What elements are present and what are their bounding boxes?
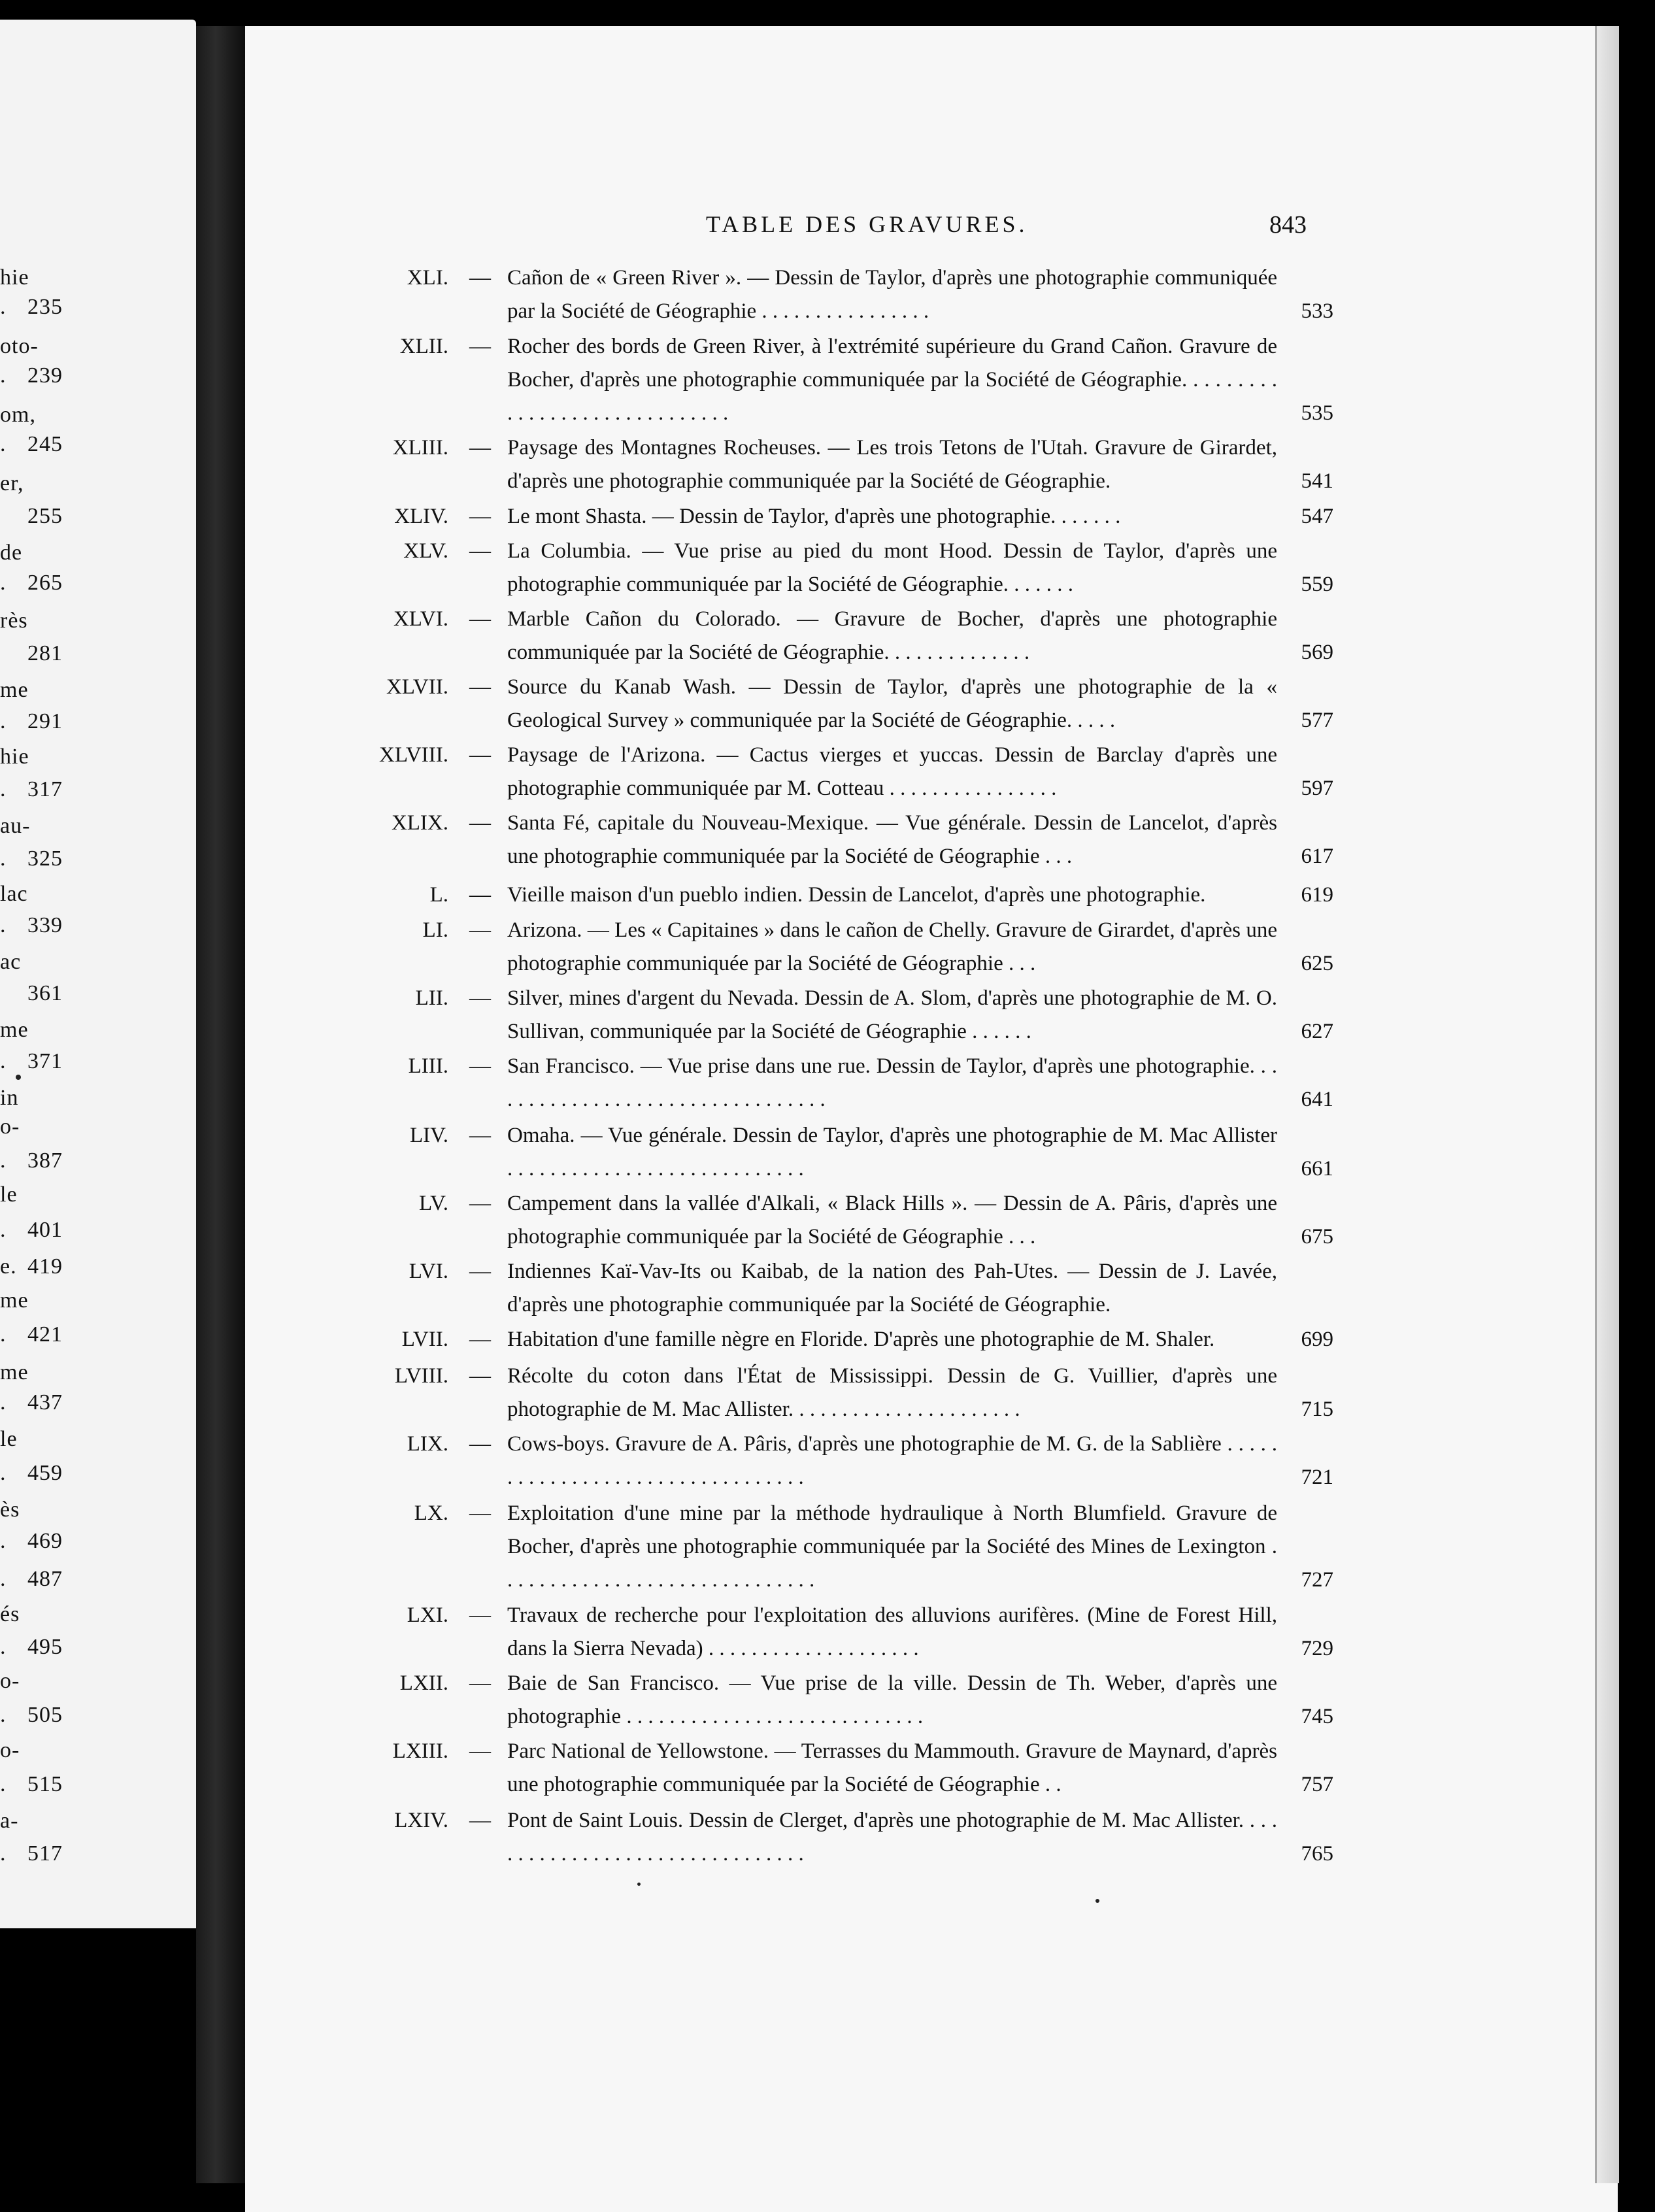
fragment-text: me: [0, 1018, 29, 1042]
fragment-text: .: [0, 777, 7, 801]
table-row: [366, 1050, 1337, 1116]
plate-description: Arizona. — Les « Capitaines » dans le cañon de Chelly. Gravure de Girardet, d'après une photographie communiquée par la Société de Géographie . . .: [507, 918, 1277, 975]
fragment-text: .: [0, 1049, 7, 1073]
fragment-text: .: [0, 571, 7, 595]
fragment-text: rès: [0, 609, 28, 633]
em-dash: —: [469, 1124, 491, 1147]
fragment-text: de: [0, 541, 23, 565]
fragment-text: me: [0, 1288, 29, 1313]
plate-description: Le mont Shasta. — Dessin de Taylor, d'après une photographie. . . . . . .: [507, 505, 1121, 528]
em-dash: —: [469, 266, 491, 290]
fragment-text: .: [0, 432, 7, 456]
fragment-page: 469: [27, 1529, 63, 1553]
fragment-text: .: [0, 295, 7, 319]
plate-page-number: 569: [1301, 641, 1333, 664]
plate-number: LX.: [414, 1501, 448, 1525]
fragment-text: me: [0, 678, 29, 702]
em-dash: —: [469, 1501, 491, 1525]
fragment-page: 255: [27, 504, 63, 528]
fragment-text: .: [0, 1703, 7, 1727]
fragment-text: .: [0, 913, 7, 937]
page-number: 843: [1269, 211, 1307, 239]
fragment-page: 245: [27, 432, 63, 456]
plate-description: Silver, mines d'argent du Nevada. Dessin de A. Slom, d'après une photographie de M. O. Sullivan, communiquée par la Société de Géographie . . . . . .: [507, 986, 1277, 1043]
plate-page-number: 727: [1301, 1568, 1333, 1592]
page-edge: [1595, 26, 1619, 2183]
em-dash: —: [469, 1260, 491, 1283]
fragment-text: a-: [0, 1809, 19, 1833]
plate-page-number: 715: [1301, 1398, 1333, 1421]
plate-page-number: 661: [1301, 1157, 1333, 1181]
plate-description: Indiennes Kaï-Vav-Its ou Kaibab, de la nation des Pah-Utes. — Dessin de J. Lavée, d'après une photographie communiquée par la Société de Géographie.: [507, 1260, 1277, 1316]
em-dash: —: [469, 436, 491, 460]
em-dash: —: [469, 1432, 491, 1456]
table-row: [366, 1187, 1337, 1254]
plate-page-number: 559: [1301, 573, 1333, 596]
plate-number: LVI.: [409, 1260, 448, 1283]
plate-description: Vieille maison d'un pueblo indien. Dessin de Lancelot, d'après une photographie.: [507, 883, 1206, 907]
plate-description: Source du Kanab Wash. — Dessin de Taylor, d'après une photographie de la « Geological Survey » communiquée par la Société de Géographie. . . . .: [507, 675, 1277, 732]
plate-number: LIII.: [408, 1054, 448, 1078]
plate-number: LXIII.: [392, 1739, 448, 1763]
plate-page-number: 757: [1301, 1773, 1333, 1796]
plate-number: LIX.: [407, 1432, 448, 1456]
fragment-text: .: [0, 1218, 7, 1242]
plate-description: Habitation d'une famille nègre en Floride. D'après une photographie de M. Shaler.: [507, 1328, 1215, 1351]
fragment-text: lac: [0, 882, 28, 906]
fragment-text: .: [0, 709, 7, 733]
fragment-page: 239: [27, 363, 63, 388]
fragment-text: .: [0, 1322, 7, 1347]
plate-page-number: 641: [1301, 1088, 1333, 1111]
table-row: [366, 431, 1337, 498]
fragment-page: 291: [27, 709, 63, 733]
em-dash: —: [469, 1364, 491, 1388]
em-dash: —: [469, 918, 491, 942]
plate-page-number: 535: [1301, 401, 1333, 425]
fragment-text: .: [0, 1529, 7, 1553]
fragment-page: 437: [27, 1390, 63, 1415]
fragment-page: 317: [27, 777, 63, 801]
plate-description: Omaha. — Vue générale. Dessin de Taylor, d'après une photographie de M. Mac Allister . . . . . . . . . . . . . . . . . . . . . . . . . . . .: [507, 1124, 1277, 1181]
fragment-text: le: [0, 1182, 18, 1207]
table-row: [366, 671, 1337, 737]
plate-description: Marble Cañon du Colorado. — Gravure de Bocher, d'après une photographie communiquée par la Société de Géographie. . . . . . . . . . . . . .: [507, 607, 1277, 664]
fragment-text: .: [0, 1567, 7, 1591]
table-row: [366, 330, 1337, 430]
fragment-page: 281: [27, 641, 63, 665]
fragment-page: 517: [27, 1841, 63, 1866]
plate-number: LII.: [415, 986, 448, 1010]
fragment-text: .: [0, 1635, 7, 1659]
running-head: TABLE DES GRAVURES.: [706, 211, 1028, 237]
fragment-text: hie: [0, 265, 29, 290]
fragment-page: 515: [27, 1772, 63, 1796]
plate-description: Exploitation d'une mine par la méthode hydraulique à North Blumfield. Gravure de Bocher, d'après une photographie communiquée par la Société des Mines de Lexington . . . . . . . . . . . . . . . . . . . . . . . . . . . . . .: [507, 1501, 1277, 1592]
plate-number: LXIV.: [394, 1809, 448, 1832]
plate-page-number: 541: [1301, 469, 1333, 493]
fragment-text: o-: [0, 1114, 20, 1139]
table-row: [366, 739, 1337, 805]
plate-page-number: 533: [1301, 299, 1333, 323]
fragment-page: 419: [27, 1254, 63, 1279]
plate-page-number: 617: [1301, 845, 1333, 868]
fragment-text: .: [0, 1148, 7, 1173]
plate-number: XLV.: [403, 539, 448, 563]
table-row: [366, 1667, 1337, 1734]
em-dash: —: [469, 607, 491, 631]
table-row: [366, 1255, 1337, 1322]
plate-page-number: 627: [1301, 1020, 1333, 1043]
fragment-text: .: [0, 846, 7, 871]
plate-description: Campement dans la vallée d'Alkali, « Black Hills ». — Dessin de A. Pâris, d'après une photographie communiquée par la Société de Géographie . . .: [507, 1192, 1277, 1248]
em-dash: —: [469, 1328, 491, 1351]
fragment-page: 495: [27, 1635, 63, 1659]
plate-page-number: 675: [1301, 1225, 1333, 1248]
plate-page-number: 619: [1301, 883, 1333, 907]
fragment-text: in: [0, 1086, 19, 1110]
plate-description: Santa Fé, capitale du Nouveau-Mexique. — Vue générale. Dessin de Lancelot, d'après une photographie communiquée par la Société de Géographie . . .: [507, 811, 1277, 868]
plate-description: Paysage de l'Arizona. — Cactus vierges et yuccas. Dessin de Barclay d'après une photographie communiquée par M. Cotteau . . . . . . . . . . . . . . . .: [507, 743, 1277, 800]
fragment-text: le: [0, 1427, 18, 1451]
plate-number: XLIV.: [394, 505, 448, 528]
plate-description: Travaux de recherche pour l'exploitation des alluvions aurifères. (Mine de Forest Hill, dans la Sierra Nevada) . . . . . . . . . . . . . . . . . . . .: [507, 1603, 1277, 1660]
plate-page-number: 765: [1301, 1842, 1333, 1866]
table-row: [366, 807, 1337, 873]
em-dash: —: [469, 539, 491, 563]
plate-number: LV.: [419, 1192, 448, 1215]
fragment-page: 401: [27, 1218, 63, 1242]
em-dash: —: [469, 883, 491, 907]
em-dash: —: [469, 675, 491, 699]
table-row: [366, 1599, 1337, 1666]
plate-description: Paysage des Montagnes Rocheuses. — Les trois Tetons de l'Utah. Gravure de Girardet, d'après une photographie communiquée par la Société de Géographie.: [507, 436, 1277, 493]
plate-number: LVIII.: [394, 1364, 448, 1388]
fragment-text: me: [0, 1360, 29, 1384]
fragment-text: .: [0, 1772, 7, 1796]
plate-page-number: 625: [1301, 952, 1333, 975]
plate-number: XLI.: [407, 266, 448, 290]
plate-number: XLIII.: [392, 436, 448, 460]
table-row: [366, 1735, 1337, 1801]
plate-number: XLII.: [399, 335, 448, 358]
fragment-page: 325: [27, 846, 63, 871]
fragment-page: 387: [27, 1148, 63, 1173]
plate-description: Cows-boys. Gravure de A. Pâris, d'après une photographie de M. G. de la Sablière . . . . . . . . . . . . . . . . . . . . . . . . . . . . . . . . .: [507, 1432, 1277, 1489]
table-row: [366, 1428, 1337, 1494]
table-row: [366, 982, 1337, 1048]
plate-page-number: 597: [1301, 777, 1333, 800]
fragment-text: om,: [0, 403, 36, 427]
plate-page-number: 577: [1301, 709, 1333, 732]
em-dash: —: [469, 505, 491, 528]
plate-description: Baie de San Francisco. — Vue prise de la ville. Dessin de Th. Weber, d'après une photographie . . . . . . . . . . . . . . . . . . . . . . . . . . . .: [507, 1671, 1277, 1728]
fragment-text: au-: [0, 814, 31, 838]
fragment-text: o-: [0, 1738, 20, 1762]
table-row: [366, 1497, 1337, 1597]
fragment-text: és: [0, 1602, 20, 1626]
plate-description: Rocher des bords de Green River, à l'extrémité supérieure du Grand Cañon. Gravure de Bocher, d'après une photographie communiquée par la Société de Géographie. . . . . . . . . . . . . . . . . . . . . . . . . . . . . .: [507, 335, 1277, 425]
em-dash: —: [469, 1809, 491, 1832]
fragment-text: e.: [0, 1254, 17, 1279]
fragment-page: 371: [27, 1049, 63, 1073]
plate-number: L.: [429, 883, 448, 907]
plate-description: San Francisco. — Vue prise dans une rue. Dessin de Taylor, d'après une photographie. . . . . . . . . . . . . . . . . . . . . . . . . . . . . . . . .: [507, 1054, 1277, 1111]
fragment-page: 487: [27, 1567, 63, 1591]
fragment-text: oto-: [0, 334, 39, 358]
plate-description: Parc National de Yellowstone. — Terrasses du Mammouth. Gravure de Maynard, d'après une photographie communiquée par la Société de Géographie . .: [507, 1739, 1277, 1796]
plate-page-number: 721: [1301, 1466, 1333, 1489]
em-dash: —: [469, 335, 491, 358]
fragment-page: 361: [27, 981, 63, 1005]
fragment-page: 339: [27, 913, 63, 937]
fragment-text: hie: [0, 745, 29, 769]
table-row: [366, 1323, 1337, 1356]
fragment-text: ès: [0, 1498, 20, 1522]
table-row: [366, 1804, 1337, 1871]
plate-page-number: 729: [1301, 1637, 1333, 1660]
em-dash: —: [469, 743, 491, 767]
fragment-text: .: [0, 1841, 7, 1866]
plate-description: Cañon de « Green River ». — Dessin de Taylor, d'après une photographie communiquée par la Société de Géographie . . . . . . . . . . . . . . . .: [507, 266, 1277, 323]
em-dash: —: [469, 1671, 491, 1695]
table-row: [366, 535, 1337, 601]
fragment-page: 505: [27, 1703, 63, 1727]
table-row: [366, 1360, 1337, 1426]
plate-page-number: 745: [1301, 1705, 1333, 1728]
table-row: [366, 500, 1337, 533]
fragment-text: o-: [0, 1669, 20, 1693]
table-row: [366, 1119, 1337, 1186]
plate-number: LXI.: [407, 1603, 448, 1627]
plate-number: LVII.: [401, 1328, 448, 1351]
fragment-page: 235: [27, 295, 63, 319]
em-dash: —: [469, 1054, 491, 1078]
plate-number: LXII.: [399, 1671, 448, 1695]
em-dash: —: [469, 1192, 491, 1215]
fragment-page: 421: [27, 1322, 63, 1347]
plate-number: XLVII.: [386, 675, 448, 699]
fragment-text: .: [0, 363, 7, 388]
plate-page-number: 547: [1301, 505, 1333, 528]
fragment-text: .: [0, 1390, 7, 1415]
table-row: [366, 603, 1337, 669]
fragment-text: .: [0, 1461, 7, 1485]
table-row: [366, 261, 1337, 328]
binding-shadow: [196, 26, 245, 2183]
plate-number: XLIX.: [391, 811, 448, 835]
fragment-text: ac: [0, 950, 22, 974]
plate-number: LIV.: [410, 1124, 448, 1147]
em-dash: —: [469, 811, 491, 835]
ink-speck: [16, 1075, 21, 1080]
ink-speck: [637, 1883, 641, 1886]
em-dash: —: [469, 986, 491, 1010]
em-dash: —: [469, 1603, 491, 1627]
fragment-text: er,: [0, 471, 24, 495]
table-row: [366, 914, 1337, 980]
plate-number: XLVI.: [393, 607, 448, 631]
plate-description: Pont de Saint Louis. Dessin de Clerget, d'après une photographie de M. Mac Allister. . . . . . . . . . . . . . . . . . . . . . . . . . . . . . . .: [507, 1809, 1277, 1866]
plate-number: LI.: [422, 918, 448, 942]
plate-number: XLVIII.: [378, 743, 448, 767]
ink-speck: [1095, 1899, 1099, 1903]
plate-page-number: 699: [1301, 1328, 1333, 1351]
fragment-page: 459: [27, 1461, 63, 1485]
em-dash: —: [469, 1739, 491, 1763]
plate-description: Récolte du coton dans l'État de Mississippi. Dessin de G. Vuillier, d'après une photographie de M. Mac Allister. . . . . . . . . . . . . . . . . . . . . .: [507, 1364, 1277, 1421]
table-row: [366, 879, 1337, 912]
fragment-page: 265: [27, 571, 63, 595]
plate-description: La Columbia. — Vue prise au pied du mont Hood. Dessin de Taylor, d'après une photographie communiquée par la Société de Géographie. . . . . . .: [507, 539, 1277, 596]
